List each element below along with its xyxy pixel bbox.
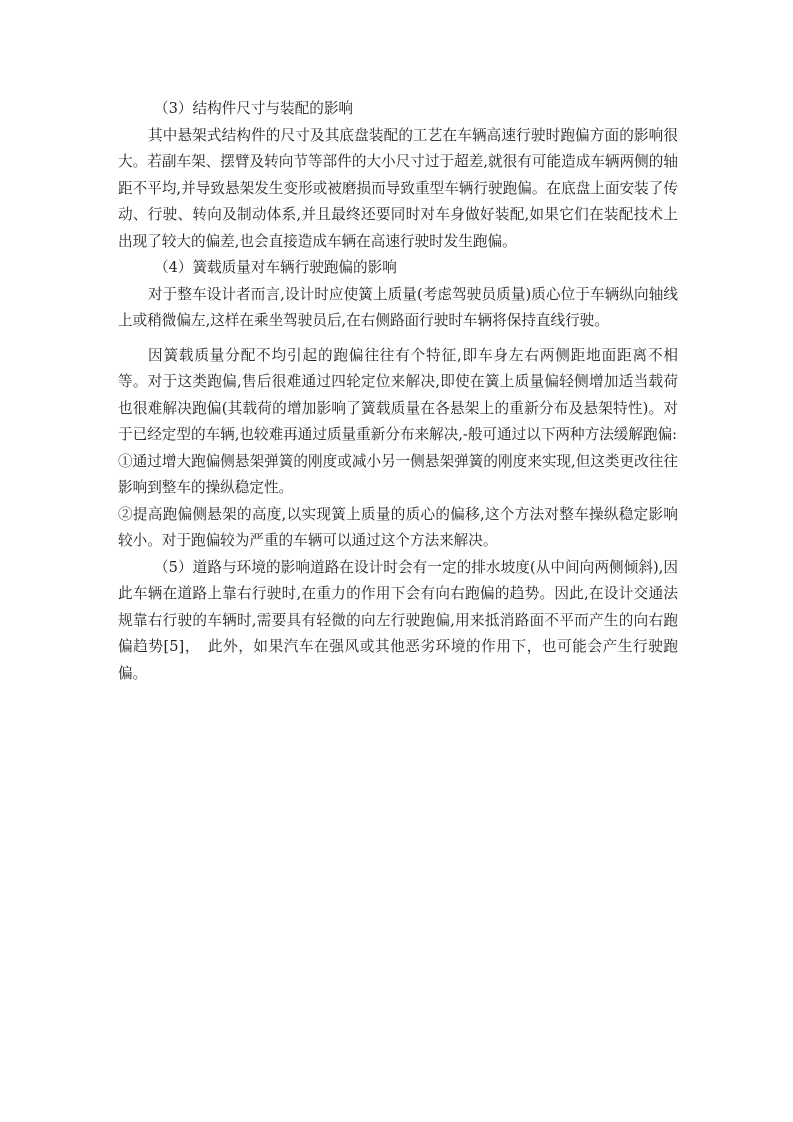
- document-page: [118, 96, 678, 687]
- section-4-heading: （4）簧载质量对车辆行驶跑偏的影响: [154, 259, 397, 276]
- section-3-heading: （3）结构件尺寸与装配的影响: [154, 100, 354, 117]
- section-5-paragraph: （5）道路与环境的影响道路在设计时会有一定的排水坡度(从中间向两侧倾斜),因此车辆在道路上靠右行驶时,在重力的作用下会有向右跑偏的趋势。因此,在设计交通法规靠右行驶的车辆时,需要具有轻微的向左行驶跑偏,用来抵消路面不平而产生的向右跑偏趋势[5]， 此外，如果汽车在强风或其他恶劣环境的作用下，也可能会产生行驶跑偏。: [118, 558, 678, 682]
- section-3-paragraph: 其中悬架式结构件的尺寸及其底盘装配的工艺在车辆高速行驶时跑偏方面的影响很大。若副车架、摆臂及转向节等部件的大小尺寸过于超差,就很有可能造成车辆两侧的轴距不平均,并导致悬架发生变形或被磨损而导致重型车辆行驶跑偏。在底盘上面安装了传动、行驶、转向及制动体系,并且最终还要同时对车身做好装配,如果它们在装配技术上出现了较大的偏差,也会直接造成车辆在高速行驶时发生跑偏。: [118, 126, 678, 250]
- method-2-item: ②提高跑偏侧悬架的高度,以实现簧上质量的质心的偏移,这个方法对整车操纵稳定影响较小。对于跑偏较为严重的车辆可以通过这个方法来解决。: [118, 505, 678, 549]
- method-1-item: ①通过增大跑偏侧悬架弹簧的刚度或减小另一侧悬架弹簧的刚度来实现,但这类更改往往影响到整车的操纵稳定性。: [118, 452, 678, 496]
- section-4-paragraph-1: 对于整车设计者而言,设计时应使簧上质量(考虑驾驶员质量)质心位于车辆纵向轴线上或稍微偏左,这样在乘坐驾驶员后,在右侧路面行驶时车辆将保持直线行驶。: [118, 285, 678, 329]
- section-4-paragraph-2: 因簧载质量分配不均引起的跑偏往往有个特征,即车身左右两侧距地面距离不相等。对于这类跑偏,售后很难通过四轮定位来解决,即使在簧上质量偏轻侧增加适当载荷也很难解决跑偏(其载荷的增加影响了簧载质量在各悬架上的重新分布及悬架特性)。对于已经定型的车辆,也较难再通过质量重新分布来解决,-般可通过以下两种方法缓解跑偏:: [118, 346, 678, 443]
